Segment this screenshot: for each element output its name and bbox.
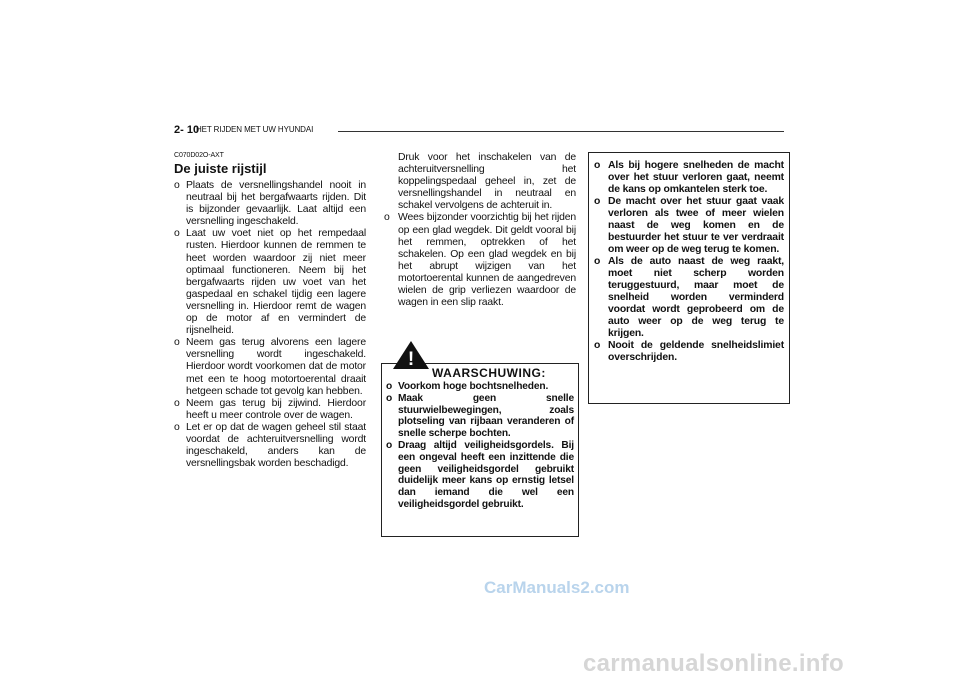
intro-paragraph: Druk voor het inschakelen van de achteruitversnelling het koppelingspedaal geheel in, zet de versnellingshandel in neutraal en schakel vervolgens de achteruit in. [398, 152, 576, 212]
list-item-text: Neem gas terug bij zijwind. Hierdoor heeft u meer controle over de wagen. [186, 397, 366, 421]
list-item [594, 256, 784, 340]
bullet: o [594, 196, 601, 207]
list-item-text: Neem gas terug alvorens een lagere versnelling wordt ingeschakeld. Hierdoor wordt voorkomen dat de motor met een te hoog motortoerental draait hetgeen schade tot gevolg kan hebben. [186, 337, 366, 397]
page-header [174, 124, 784, 138]
bullet: o [594, 340, 601, 351]
list-item [174, 337, 366, 397]
list-item [594, 196, 784, 256]
list-item-text: De macht over het stuur gaat vaak verloren als twee of meer wielen naast de weg komen en de bestuurder het stuur te ver verdraait om weer op de weg terug te komen. [608, 196, 784, 255]
column-2-list [384, 212, 576, 309]
bullet: o [174, 397, 180, 409]
list-item [174, 180, 366, 228]
rollover-list [594, 160, 784, 364]
list-item-text: Voorkom hoge bochtsnelheden. [398, 381, 549, 392]
list-item-text: Als bij hogere snelheden de macht over het stuur verloren gaat, neemt de kans op omkantelen sterk toe. [608, 160, 784, 195]
bullet: o [174, 180, 180, 191]
bullet: o [386, 439, 393, 451]
column-2 [384, 152, 576, 309]
watermark-carmanualsonline: carmanualsonline.info [583, 650, 845, 677]
list-item [386, 381, 574, 393]
list-item-text: Let er op dat de wagen geheel stil staat voordat de achteruitversnelling wordt ingeschakeld, anders kan de versnellingsbak worden beschadigd. [186, 421, 366, 470]
watermark-carmanuals2: CarManuals2.com [484, 578, 630, 597]
list-item [174, 398, 366, 422]
list-item-text: Nooit de geldende snelheidslimiet overschrijden. [608, 340, 784, 363]
list-item [594, 340, 784, 364]
list-item [386, 440, 574, 511]
bullet: o [384, 212, 390, 224]
warning-title: WAARSCHUWING: [432, 366, 546, 380]
column-1 [174, 152, 366, 470]
list-item-text: Wees bijzonder voorzichtig bij het rijden op een glad wegdek. Dit geldt vooral bij het remmen, optrekken of het schakelen. Op een glad wegdek en bij het abrupt wijzigen van het motortoerental kunnen de aangedreven wielen de grip verliezen waardoor de wagen in een slip raakt. [398, 212, 576, 309]
list-item-text: Draag altijd veiligheidsgordels. Bij een ongeval heeft een inzittende die geen veiligheidsgordel gebruikt duidelijk meer kans op ernstig letsel dan iemand die wel een veiligheidsgordel gebruikt. [398, 439, 574, 510]
warning-triangle-icon [392, 340, 430, 370]
section-title: HET RIJDEN MET UW HYUNDAI [196, 125, 314, 134]
list-item-text: Laat uw voet niet op het rempedaal rusten. Hierdoor kunnen de remmen te heet worden waardoor zij niet meer optimaal functioneren. Neem bij het bergafwaarts rijden uw voet van het gaspedaal en schakel tijdig een lagere versnelling in. Hierdoor remt de wagen op de motor af en vermindert de rijsnelheid. [186, 228, 366, 337]
list-item [594, 160, 784, 196]
bullet: o [386, 392, 393, 404]
section-heading: De juiste rijstijl [174, 161, 267, 176]
bullet: o [174, 228, 180, 240]
bullet: o [594, 160, 601, 171]
list-item [174, 228, 366, 337]
list-item-text: Als de auto naast de weg raakt, moet niet scherp worden teruggestuurd, maar moet de snelheid worden verminderd voordat wordt geprobeerd om de auto weer op de weg terug te krijgen. [608, 256, 784, 339]
bullet: o [386, 381, 393, 392]
list-item [384, 212, 576, 309]
list-item-text: Plaats de versnellingshandel nooit in neutraal bij het bergafwaarts rijden. Dit is bijzonder gevaarlijk. Laat altijd een versnelling ingeschakeld. [186, 180, 366, 228]
warning-symbol: ! [407, 349, 415, 370]
bullet: o [594, 256, 601, 267]
list-item [386, 393, 574, 440]
header-rule [338, 131, 784, 132]
list-item [174, 422, 366, 470]
bullet: o [174, 337, 180, 349]
section-code: C070D02O-AXT [174, 152, 224, 159]
driving-tips-list [174, 180, 366, 470]
bullet: o [174, 421, 180, 433]
page-number: 2- 10 [174, 124, 200, 136]
list-item-text: Maak geen snelle stuurwielbewegingen, zoals plotseling van rijbaan veranderen of snelle scherpe bochten. [398, 392, 574, 440]
warning-list [386, 381, 574, 511]
